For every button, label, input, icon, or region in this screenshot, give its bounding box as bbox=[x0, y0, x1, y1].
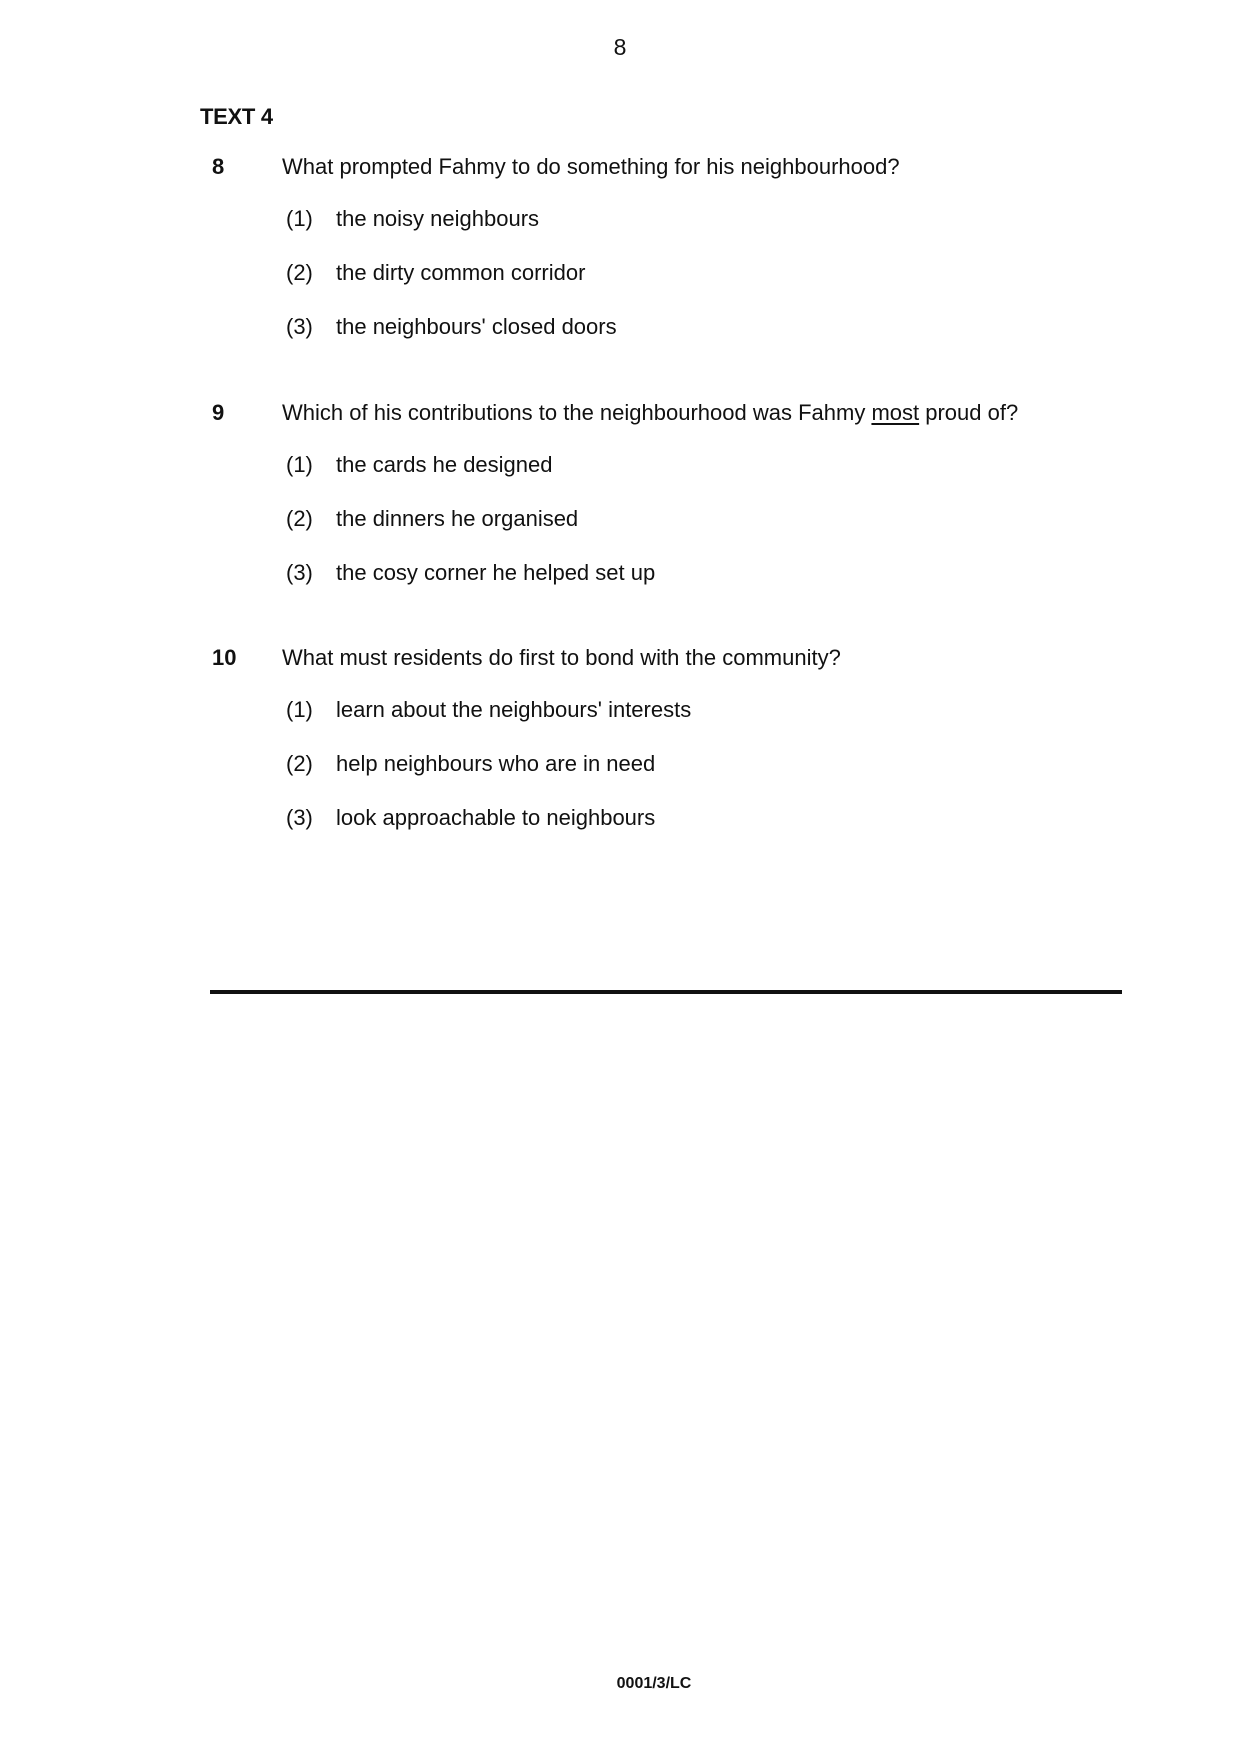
question-number: 9 bbox=[212, 400, 225, 425]
question-8 bbox=[212, 154, 1092, 339]
option-text: look approachable to neighbours bbox=[336, 805, 656, 830]
question-text: What prompted Fahmy to do something for his neighbourhood? bbox=[282, 154, 900, 179]
end-of-section-rule bbox=[210, 990, 1122, 994]
question-text-after: proud of? bbox=[919, 400, 1019, 425]
option-text: the dinners he organised bbox=[336, 506, 579, 531]
option-text: the cosy corner he helped set up bbox=[336, 560, 656, 585]
option-label: (2) bbox=[286, 751, 313, 776]
option-text: learn about the neighbours' interests bbox=[336, 697, 692, 722]
question-number: 8 bbox=[212, 154, 225, 179]
option-text: help neighbours who are in need bbox=[336, 751, 656, 776]
footer-code: 0001/3/LC bbox=[616, 1675, 692, 1692]
option-label: (1) bbox=[286, 697, 313, 722]
option-label: (2) bbox=[286, 506, 313, 531]
option-label: (1) bbox=[286, 452, 313, 477]
option-text: the noisy neighbours bbox=[336, 206, 540, 231]
section-heading: TEXT 4 bbox=[200, 104, 273, 129]
option-label: (3) bbox=[286, 314, 313, 339]
question-10 bbox=[212, 645, 1092, 830]
option-label: (2) bbox=[286, 260, 313, 285]
page-number: 8 bbox=[613, 34, 627, 60]
option-text: the cards he designed bbox=[336, 452, 553, 477]
question-text bbox=[282, 400, 1018, 426]
option-label: (3) bbox=[286, 560, 313, 585]
question-text-emphasis: most bbox=[871, 400, 920, 425]
question-text-before: Which of his contributions to the neighbourhood was Fahmy bbox=[282, 400, 872, 425]
option-text: the dirty common corridor bbox=[336, 260, 586, 285]
option-label: (1) bbox=[286, 206, 313, 231]
option-text: the neighbours' closed doors bbox=[336, 314, 617, 339]
question-number: 10 bbox=[212, 645, 237, 670]
question-9 bbox=[212, 400, 1092, 585]
option-label: (3) bbox=[286, 805, 313, 830]
question-text: What must residents do first to bond with the community? bbox=[282, 645, 841, 670]
